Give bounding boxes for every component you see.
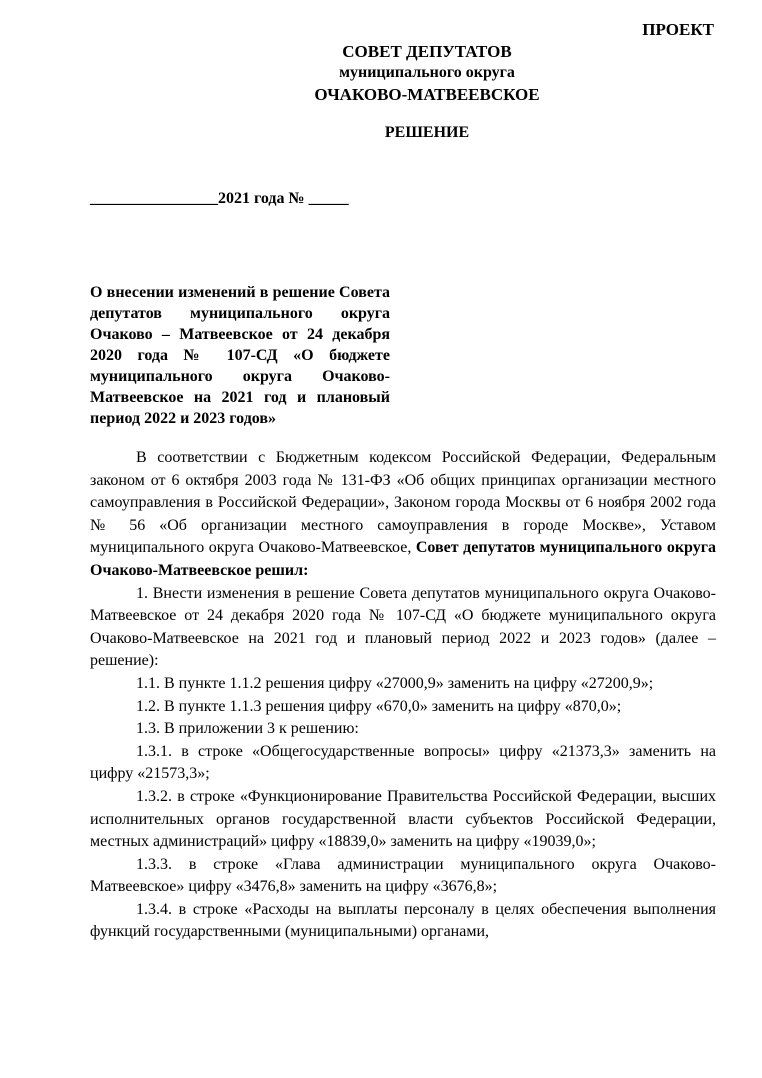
preamble-resolution: Совет депутатов муниципального округа Очаково-Матвеевское решил: xyxy=(90,539,716,579)
paragraph-1-2: 1.2. В пункте 1.1.3 решения цифру «670,0» заменить на цифру «870,0»; xyxy=(136,697,622,715)
document-type: РЕШЕНИЕ xyxy=(384,124,470,141)
paragraph-1-3-2: 1.3.2. в строке «Функционирование Правительства Российской Федерации, высших исполнительных органов государственной власти субъектов Российской Федерации, местных администраций» цифру «18839,0» заменить на цифру «19039,0»; xyxy=(90,787,716,851)
council-title: СОВЕТ ДЕПУТАТОВ xyxy=(342,42,512,61)
date-number-line: ________________2021 года № _____ xyxy=(90,190,349,207)
preamble-text: В соответствии с Бюджетным кодексом Российской Федерации, Федеральным законом от 6 октября 2003 года № 131-ФЗ «Об общих принципах организации местного самоуправления в Российской Федерации», Законом города Москвы от 6 ноября 2002 года № 56 «Об организации местного самоуправления в городе Москве», Уставом муниципального округа Очаково-Матвеевское, xyxy=(90,449,716,557)
paragraph-1-3: 1.3. В приложении 3 к решению: xyxy=(136,720,359,738)
draft-stamp: ПРОЕКТ xyxy=(642,20,714,39)
district-name: ОЧАКОВО-МАТВЕЕВСКОЕ xyxy=(314,85,540,104)
paragraph-1-3-4: 1.3.4. в строке «Расходы на выплаты персоналу в целях обеспечения выполнения функций государственными (муниципальными) органами, xyxy=(90,900,716,941)
paragraph-1: 1. Внести изменения в решение Совета депутатов муниципального округа Очаково-Матвеевское от 24 декабря 2020 года № 107-СД «О бюджете муниципального округа Очаково-Матвеевское на 2021 год и плановый период 2022 и 2023 годов» (далее – решение): xyxy=(90,584,716,670)
paragraph-1-3-3: 1.3.3. в строке «Глава администрации муниципального округа Очаково-Матвеевское» цифру «3476,8» заменить на цифру «3676,8»; xyxy=(90,855,716,896)
paragraph-1-3-1: 1.3.1. в строке «Общегосударственные вопросы» цифру «21373,3» заменить на цифру «21573,3»; xyxy=(90,742,716,783)
document-body xyxy=(90,447,716,944)
paragraph-1-1: 1.1. В пункте 1.1.2 решения цифру «27000,9» заменить на цифру «27200,9»; xyxy=(136,674,654,692)
district-type: муниципального округа xyxy=(339,64,515,81)
decision-subject: О внесении изменений в решение Совета депутатов муниципального округа Очаково – Матвеевское от 24 декабря 2020 года № 107-СД «О бюджете муниципального округа Очаково-Матвеевское на 2021 год и плановый период 2022 и 2023 годов» xyxy=(90,284,390,427)
preamble xyxy=(90,447,716,583)
